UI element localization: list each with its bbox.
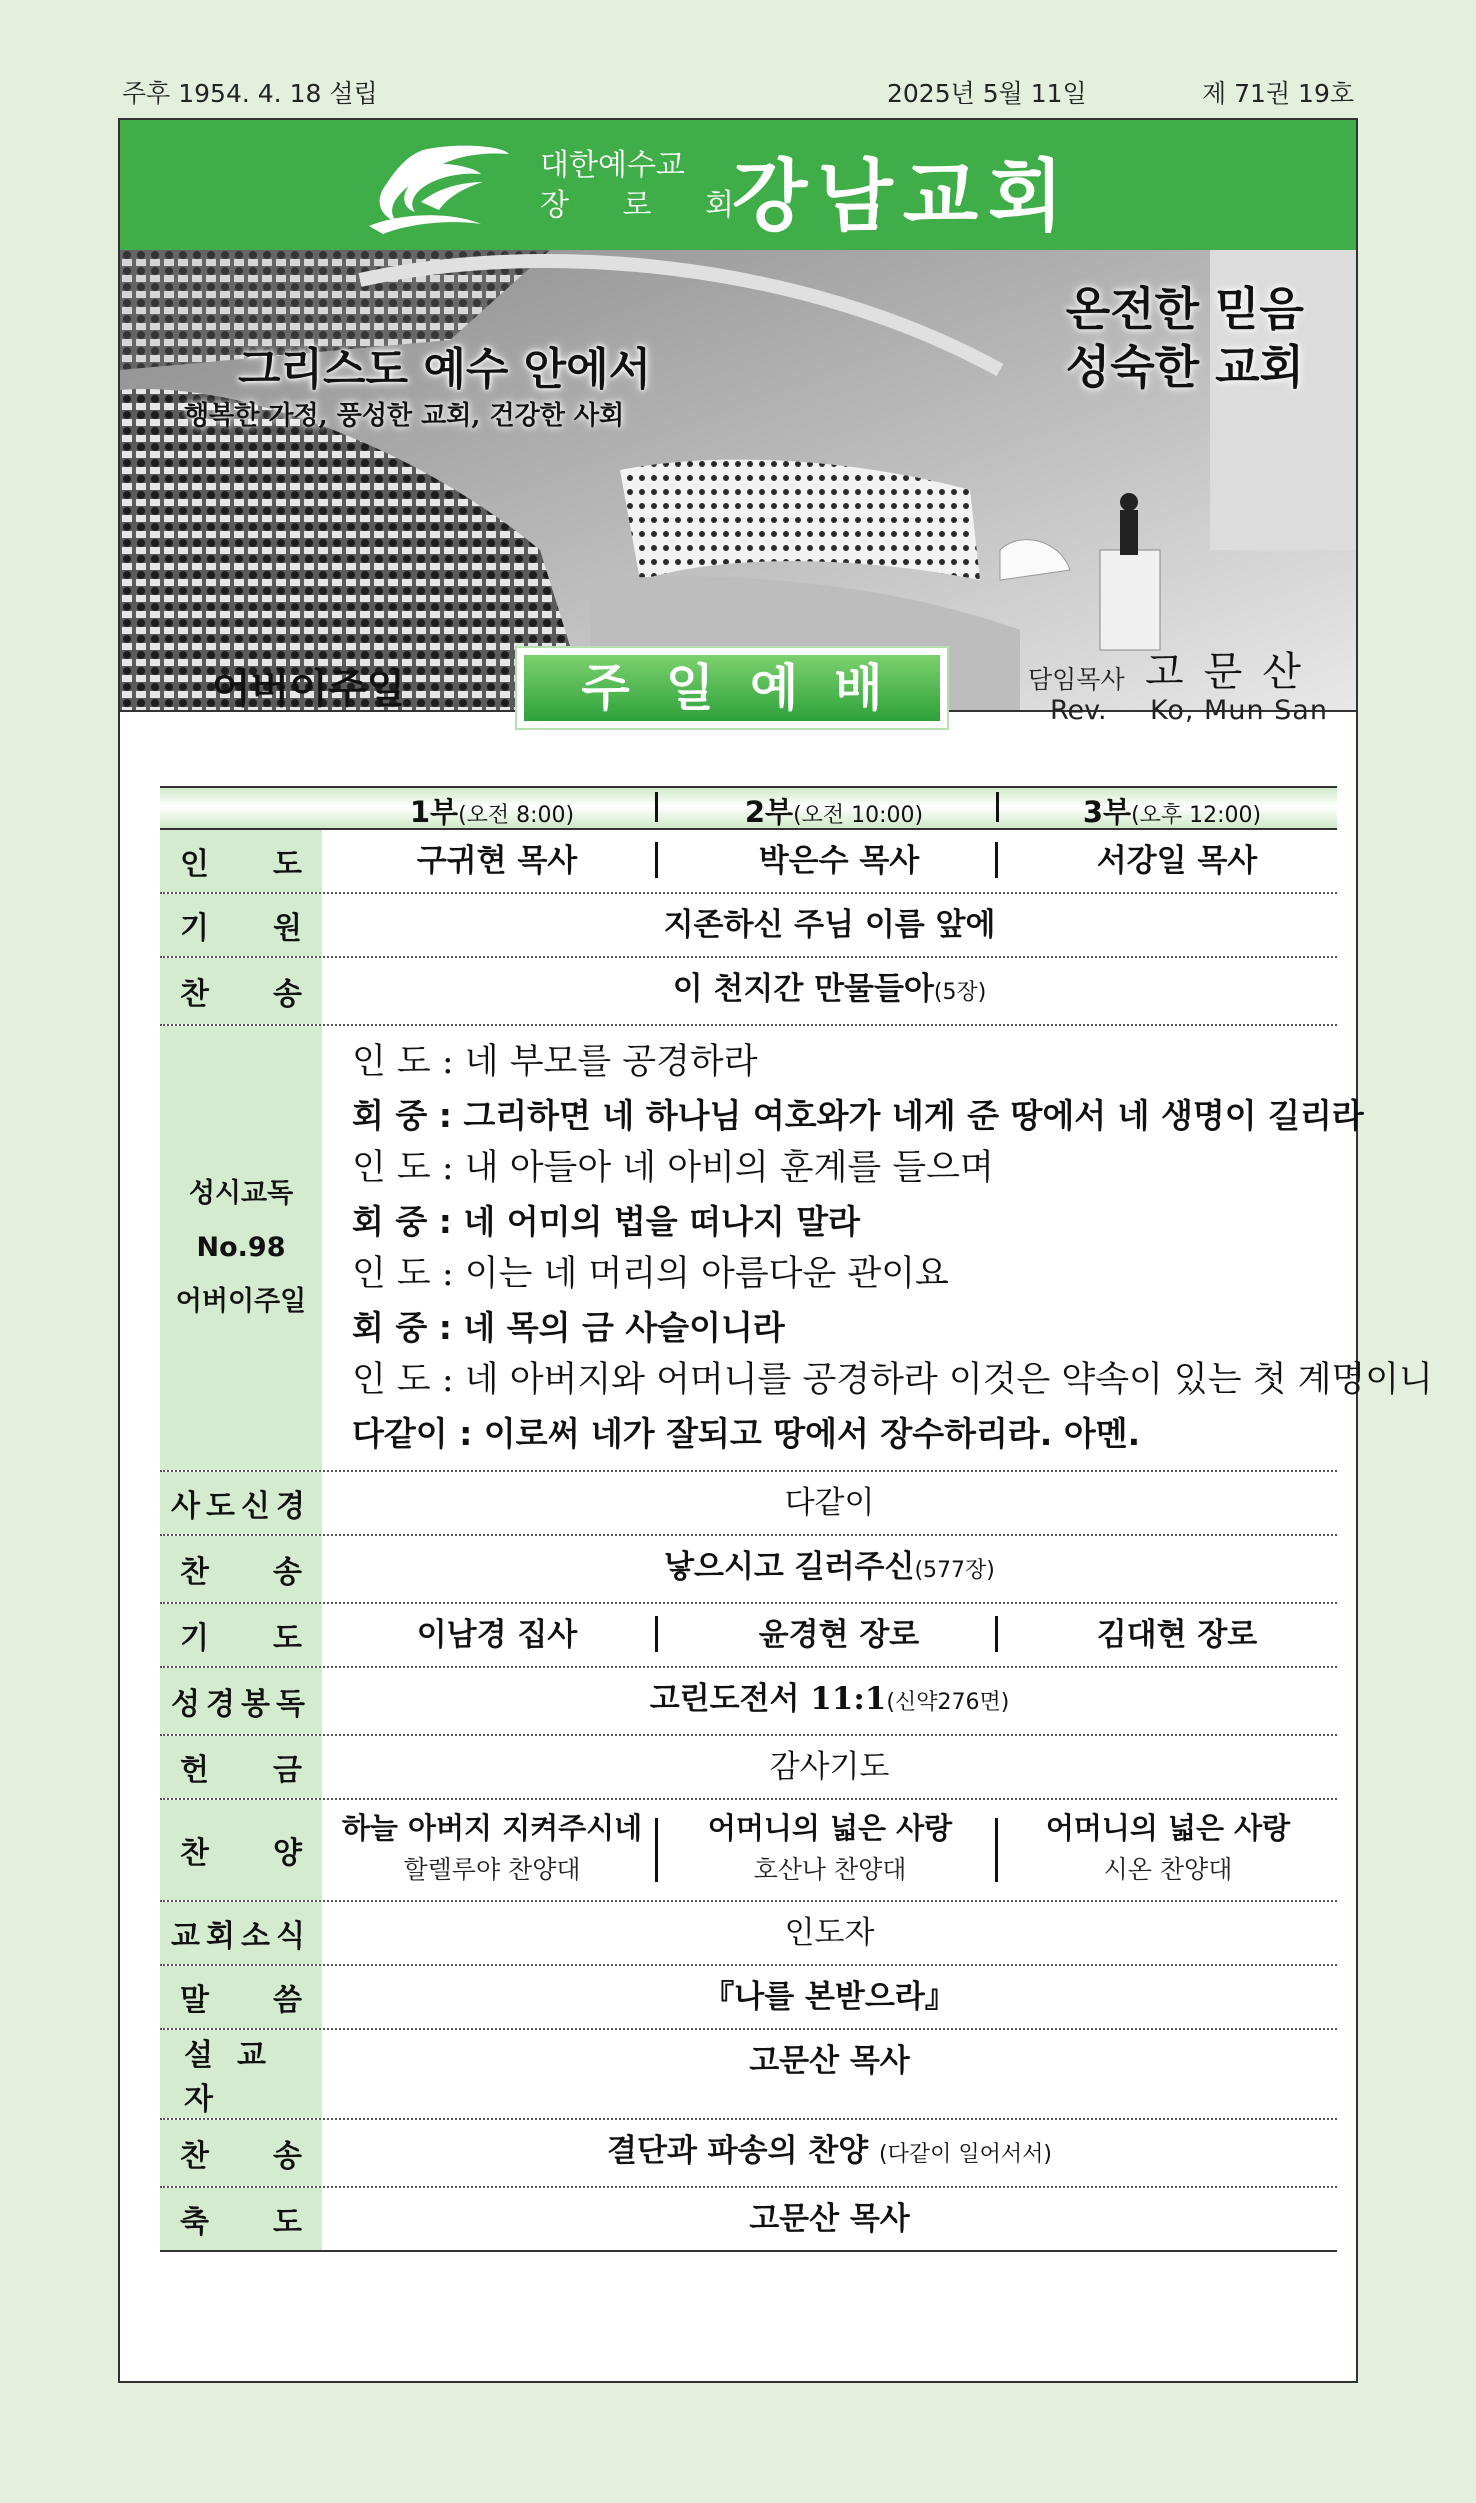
- reading-line: 인 도 : 이는 네 머리의 아름다운 관이요: [352, 1254, 949, 1294]
- motto-line-1: 온전한 믿음: [1065, 282, 1304, 336]
- top-info-bar: [122, 74, 1354, 114]
- prayer-3: 김대현 장로: [1096, 1617, 1258, 1653]
- worship-leaders: [322, 830, 1337, 892]
- row-label: 교회소식: [160, 1902, 322, 1964]
- reading-lines: [322, 1026, 1433, 1470]
- row-label: 축 도: [160, 2188, 322, 2250]
- slogan-sub: 행복한 가정, 풍성한 교회, 건강한 사회: [184, 401, 625, 431]
- row-sermon: [160, 1966, 1337, 2030]
- row-hymn-3: [160, 2120, 1337, 2188]
- row-preacher: [160, 2030, 1337, 2120]
- row-call-to-worship: [160, 830, 1337, 894]
- row-label: 기 원: [160, 894, 322, 956]
- row-label: 찬 양: [160, 1800, 322, 1900]
- row-church-news: [160, 1902, 1337, 1966]
- anthem-item: 어머니의 넓은 사랑 시온 찬양대: [1045, 1811, 1291, 1884]
- row-label: 말 씀: [160, 1966, 322, 2028]
- reading-line: 인 도 : 내 아들아 네 아비의 훈계를 들으며: [352, 1148, 994, 1188]
- row-label: 찬 송: [160, 958, 322, 1024]
- slogan-main: 그리스도 예수 안에서: [238, 344, 652, 395]
- scripture-text: 고린도전서 11:1(신약276면): [649, 1681, 1010, 1717]
- preacher-name: 고문산 목사: [749, 2043, 910, 2079]
- creed-text: 다같이: [784, 1485, 875, 1521]
- row-scripture: [160, 1668, 1337, 1736]
- news-text: 인도자: [784, 1915, 875, 1951]
- row-label: 헌 금: [160, 1736, 322, 1798]
- leader-1: 구귀현 목사: [416, 843, 578, 879]
- service-1-time: 1부(오전 8:00): [409, 795, 575, 829]
- leader-3: 서강일 목사: [1096, 843, 1258, 879]
- reading-label: 성시교독 No.98 어버이주일: [160, 1026, 322, 1470]
- prayer-1: 이남경 집사: [416, 1617, 578, 1653]
- pastor-name: 고문산: [1145, 649, 1321, 695]
- anthem-item: 하늘 아버지 지켜주시네 할렐루야 찬양대: [341, 1811, 643, 1884]
- hymn-3: 결단과 파송의 찬양 (다같이 일어서서): [607, 2133, 1052, 2169]
- prayer-2: 윤경현 장로: [758, 1617, 920, 1653]
- row-hymn-2: [160, 1536, 1337, 1604]
- offering-text: 감사기도: [769, 1749, 890, 1785]
- volume-number: 제 71권 19호: [1202, 79, 1354, 108]
- row-label: 성경봉독: [160, 1668, 322, 1734]
- hymn-1: 이 천지간 만물들아(5장): [672, 971, 987, 1007]
- row-creed: [160, 1472, 1337, 1536]
- service-2-time: 2부(오전 10:00): [744, 795, 924, 829]
- row-anthem: [160, 1800, 1337, 1902]
- reading-line: 회 중 : 그리하면 네 하나님 여호와가 네게 준 땅에서 네 생명이 길리라: [352, 1096, 1364, 1135]
- row-label: 사도신경: [160, 1472, 322, 1534]
- service-title: 주일예배: [524, 655, 940, 721]
- reading-line: 회 중 : 네 어미의 법을 떠나지 말라: [352, 1202, 861, 1241]
- row-responsive-reading: [160, 1026, 1433, 1472]
- denomination-name: [540, 146, 756, 226]
- bulletin-date: 2025년 5월 11일: [887, 79, 1087, 108]
- bulletin-frame: [118, 118, 1433, 2383]
- church-motto: [1066, 280, 1304, 396]
- reading-line: 인 도 : 네 아버지와 어머니를 공경하라 이것은 약속이 있는 첫 계명이니: [352, 1360, 1433, 1400]
- church-name: 강남교회: [732, 152, 1074, 242]
- row-benediction: [160, 2188, 1337, 2252]
- service-times-header: [160, 786, 1337, 830]
- row-label: 설교자: [160, 2030, 322, 2118]
- anthem-list: [322, 1800, 1337, 1900]
- row-label: 찬 송: [160, 2120, 322, 2186]
- denomination-line-2: 장 로 회: [540, 188, 757, 223]
- row-hymn-1: [160, 958, 1337, 1026]
- anthem-item: 어머니의 넓은 사랑 호산나 찬양대: [707, 1811, 953, 1884]
- founded-date: 주후 1954. 4. 18 설립: [122, 79, 378, 108]
- church-logo-icon: [363, 142, 513, 237]
- service-title-box: [515, 646, 949, 730]
- denomination-line-1: 대한예수교: [540, 148, 685, 183]
- row-offering: [160, 1736, 1337, 1800]
- order-of-worship: [160, 786, 1433, 2252]
- row-label: 인 도: [160, 830, 322, 892]
- rev-name: Ko, Mun San: [1150, 695, 1328, 726]
- row-label: 기 도: [160, 1604, 322, 1666]
- pastor-label: 담임목사: [1028, 665, 1125, 694]
- prayer-names: [322, 1604, 1337, 1666]
- reading-line: 다같이 : 이로써 네가 잘되고 땅에서 장수하리라. 아멘.: [352, 1414, 1141, 1453]
- hymn-2: 낳으시고 길러주신(577장): [664, 1549, 995, 1585]
- reading-line: 인 도 : 네 부모를 공경하라: [352, 1042, 758, 1082]
- sunday-label: 어버이주일: [212, 666, 406, 712]
- row-invocation: [160, 894, 1337, 958]
- rev-label: Rev.: [1050, 695, 1107, 726]
- row-label: 찬 송: [160, 1536, 322, 1602]
- church-header: [120, 120, 1356, 250]
- service-3-time: 3부(오후 12:00): [1082, 795, 1262, 829]
- benediction-text: 고문산 목사: [749, 2201, 910, 2237]
- sermon-title: 『나를 본받으라』: [703, 1979, 956, 2015]
- leader-2: 박은수 목사: [758, 843, 920, 879]
- row-prayer: [160, 1604, 1337, 1668]
- reading-line: 회 중 : 네 목의 금 사슬이니라: [352, 1308, 785, 1347]
- motto-line-2: 성숙한 교회: [1065, 340, 1304, 394]
- invocation-text: 지존하신 주님 이름 앞에: [663, 907, 996, 943]
